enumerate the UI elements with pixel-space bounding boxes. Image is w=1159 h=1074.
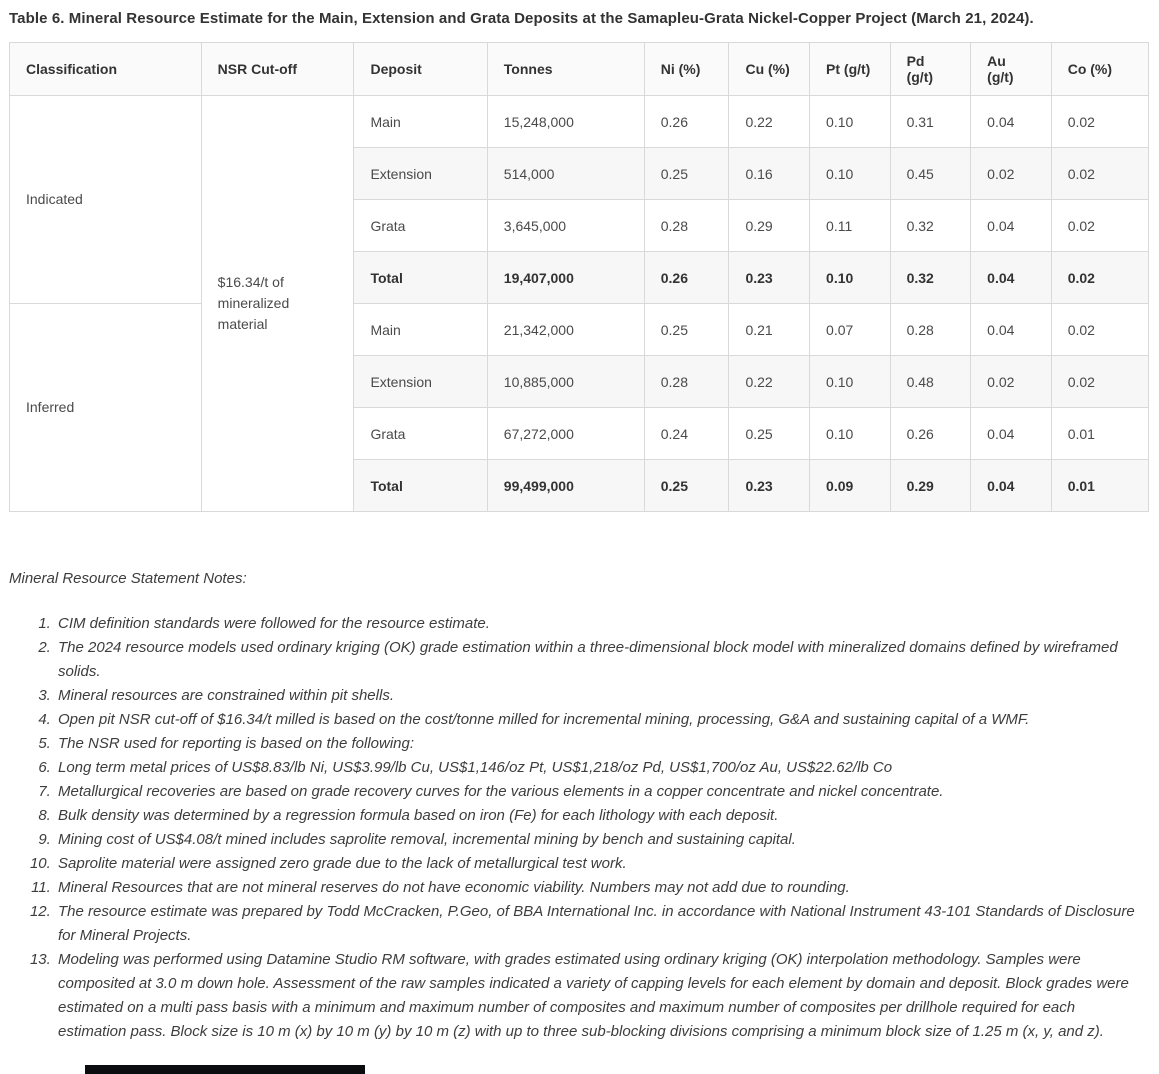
au-cell: 0.04 — [971, 252, 1052, 304]
note-item-5: 5. The NSR used for reporting is based on the following: — [55, 732, 1143, 756]
ni-cell: 0.25 — [644, 304, 729, 356]
tonnes-cell: 3,645,000 — [487, 200, 644, 252]
deposit-cell: Main — [354, 304, 487, 356]
cu-cell: 0.23 — [729, 252, 810, 304]
ni-cell: 0.26 — [644, 252, 729, 304]
deposit-cell: Total — [354, 252, 487, 304]
note-item-13: 13. Modeling was performed using Datamine Studio RM software, with grades estimated using ordinary kriging (OK) interpolation methodology. Samples were composited at 3.0 m down hole. Assessment of the raw samples indicated a variety of capping levels for each element by domain and deposit. Block grades were estimated on a multi pass basis with a minimum and maximum number of composites and maximum number of composites per drillhole required for each estimation pass. Block size is 10 m (x) by 10 m (y) by 10 m (z) with up to three sub-blocking divisions comprising a minimum block size of 1.25 m (x, y, and z). — [55, 948, 1143, 1044]
note-item-10: 10. Saprolite material were assigned zero grade due to the lack of metallurgical test work. — [55, 852, 1143, 876]
note-item-11: 11. Mineral Resources that are not mineral reserves do not have economic viability. Numbers may not add due to rounding. — [55, 876, 1143, 900]
pt-cell: 0.10 — [810, 252, 891, 304]
col-header-cu: Cu (%) — [729, 43, 810, 96]
ni-cell: 0.28 — [644, 200, 729, 252]
note-item-6: 6. Long term metal prices of US$8.83/lb Ni, US$3.99/lb Cu, US$1,146/oz Pt, US$1,218/oz Pd, US$1,700/oz Au, US$22.62/lb Co — [55, 756, 1143, 780]
table-caption: Table 6. Mineral Resource Estimate for the Main, Extension and Grata Deposits at the Samapleu-Grata Nickel-Copper Project (March 21, 2024). — [9, 10, 1034, 27]
col-header-deposit: Deposit — [354, 43, 487, 96]
pd-cell: 0.45 — [890, 148, 971, 200]
cu-cell: 0.22 — [729, 356, 810, 408]
au-cell: 0.02 — [971, 356, 1052, 408]
notes-heading: Mineral Resource Statement Notes: — [9, 570, 247, 587]
tonnes-cell: 15,248,000 — [487, 96, 644, 148]
col-header-tonnes: Tonnes — [487, 43, 644, 96]
notes-section — [9, 570, 1150, 1044]
deposit-cell: Extension — [354, 356, 487, 408]
note-item-1: 1. CIM definition standards were followed for the resource estimate. — [55, 612, 1143, 636]
ni-cell: 0.24 — [644, 408, 729, 460]
col-header-ni: Ni (%) — [644, 43, 729, 96]
pt-cell: 0.07 — [810, 304, 891, 356]
ni-cell: 0.28 — [644, 356, 729, 408]
co-cell: 0.02 — [1051, 304, 1148, 356]
tonnes-cell: 10,885,000 — [487, 356, 644, 408]
note-item-8: 8. Bulk density was determined by a regression formula based on iron (Fe) for each lithology with each deposit. — [55, 804, 1143, 828]
table-row — [10, 96, 1149, 148]
deposit-cell: Total — [354, 460, 487, 512]
au-cell: 0.04 — [971, 408, 1052, 460]
note-item-12: 12. The resource estimate was prepared by Todd McCracken, P.Geo, of BBA International Inc. in accordance with National Instrument 43-101 Standards of Disclosure for Mineral Projects. — [55, 900, 1143, 948]
note-item-7: 7. Metallurgical recoveries are based on grade recovery curves for the various elements in a copper concentrate and nickel concentrate. — [55, 780, 1143, 804]
ni-cell: 0.26 — [644, 96, 729, 148]
co-cell: 0.02 — [1051, 148, 1148, 200]
col-header-au: Au (g/t) — [971, 43, 1052, 96]
deposit-cell: Grata — [354, 200, 487, 252]
cu-cell: 0.22 — [729, 96, 810, 148]
co-cell: 0.02 — [1051, 252, 1148, 304]
notes-list — [9, 612, 1150, 1044]
tonnes-cell: 21,342,000 — [487, 304, 644, 356]
deposit-cell: Grata — [354, 408, 487, 460]
cu-cell: 0.23 — [729, 460, 810, 512]
note-item-4: 4. Open pit NSR cut-off of $16.34/t milled is based on the cost/tonne milled for incremental mining, processing, G&A and sustaining capital of a WMF. — [55, 708, 1143, 732]
col-header-pd: Pd (g/t) — [890, 43, 971, 96]
pd-cell: 0.48 — [890, 356, 971, 408]
au-cell: 0.04 — [971, 96, 1052, 148]
tonnes-cell: 67,272,000 — [487, 408, 644, 460]
co-cell: 0.01 — [1051, 460, 1148, 512]
table-row — [10, 304, 1149, 356]
co-cell: 0.02 — [1051, 200, 1148, 252]
col-header-co: Co (%) — [1051, 43, 1148, 96]
co-cell: 0.02 — [1051, 356, 1148, 408]
ni-cell: 0.25 — [644, 460, 729, 512]
note-item-9: 9. Mining cost of US$4.08/t mined includes saprolite removal, incremental mining by bench and sustaining capital. — [55, 828, 1143, 852]
pd-cell: 0.31 — [890, 96, 971, 148]
pd-cell: 0.26 — [890, 408, 971, 460]
col-header-classification: Classification — [10, 43, 202, 96]
co-cell: 0.02 — [1051, 96, 1148, 148]
deposit-cell: Main — [354, 96, 487, 148]
pd-cell: 0.29 — [890, 460, 971, 512]
pd-cell: 0.28 — [890, 304, 971, 356]
classification-indicated-cell: Indicated — [10, 96, 202, 304]
note-item-3: 3. Mineral resources are constrained within pit shells. — [55, 684, 1143, 708]
tonnes-cell: 514,000 — [487, 148, 644, 200]
cu-cell: 0.21 — [729, 304, 810, 356]
nsr-cutoff-cell: $16.34/t of mineralized material — [201, 96, 354, 512]
au-cell: 0.04 — [971, 304, 1052, 356]
au-cell: 0.02 — [971, 148, 1052, 200]
cu-cell: 0.16 — [729, 148, 810, 200]
au-cell: 0.04 — [971, 200, 1052, 252]
note-item-2: 2. The 2024 resource models used ordinary kriging (OK) grade estimation within a three-dimensional block model with mineralized domains defined by wireframed solids. — [55, 636, 1143, 684]
cu-cell: 0.29 — [729, 200, 810, 252]
ni-cell: 0.25 — [644, 148, 729, 200]
pd-cell: 0.32 — [890, 252, 971, 304]
header-row — [10, 43, 1149, 96]
pt-cell: 0.11 — [810, 200, 891, 252]
cu-cell: 0.25 — [729, 408, 810, 460]
deposit-cell: Extension — [354, 148, 487, 200]
mineral-resource-table — [9, 42, 1149, 512]
pt-cell: 0.10 — [810, 148, 891, 200]
pt-cell: 0.10 — [810, 96, 891, 148]
au-cell: 0.04 — [971, 460, 1052, 512]
col-header-pt: Pt (g/t) — [810, 43, 891, 96]
pt-cell: 0.09 — [810, 460, 891, 512]
col-header-nsr-cutoff: NSR Cut-off — [201, 43, 354, 96]
pt-cell: 0.10 — [810, 356, 891, 408]
pd-cell: 0.32 — [890, 200, 971, 252]
partial-bottom-element — [85, 1065, 365, 1074]
tonnes-cell: 19,407,000 — [487, 252, 644, 304]
pt-cell: 0.10 — [810, 408, 891, 460]
tonnes-cell: 99,499,000 — [487, 460, 644, 512]
co-cell: 0.01 — [1051, 408, 1148, 460]
classification-inferred-cell: Inferred — [10, 304, 202, 512]
